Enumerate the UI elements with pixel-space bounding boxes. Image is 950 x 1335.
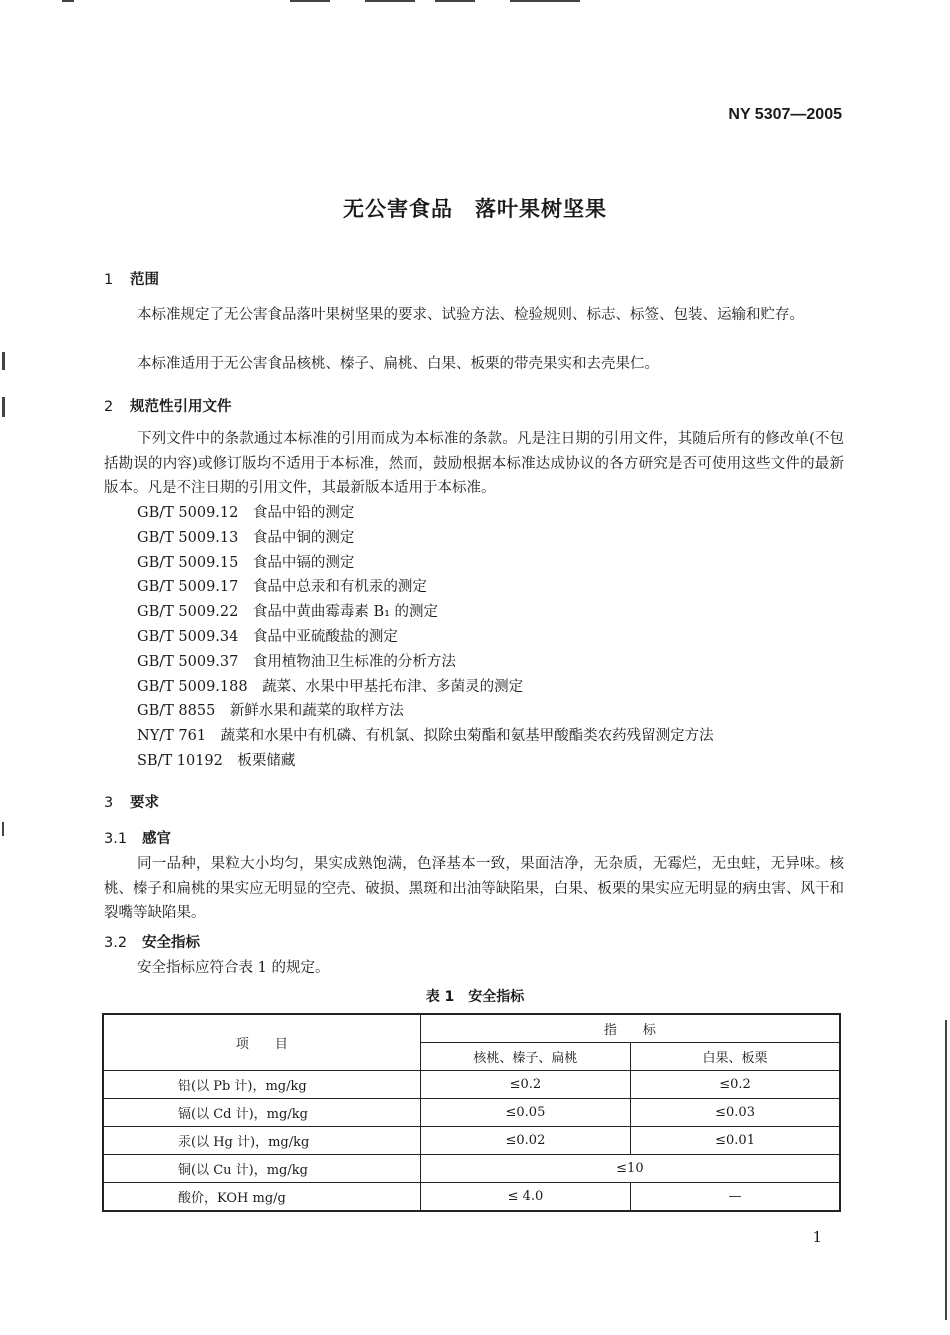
section-number: 1 [104, 272, 114, 288]
row-value-a: ≤0.2 [420, 1071, 630, 1099]
reference-item [137, 551, 714, 576]
scan-mark [2, 822, 4, 836]
section-2-paragraph-1: 下列文件中的条款通过本标准的引用而成为本标准的条款。凡是注日期的引用文件，其随后所有的修改单(不包括勘误的内容)或修订版均不适用于本标准，然而，鼓励根据本标准达成协议的各方研究是否可使用这些文件的最新版本。凡是不注日期的引用文件，其最新版本适用于本标准。 [104, 431, 844, 496]
reference-title: 食品中镉的测定 [252, 554, 355, 571]
section-1-paragraph-1: 本标准规定了无公害食品落叶果树坚果的要求、试验方法、检验规则、标志、标签、包装、运输和贮存。 [137, 307, 804, 323]
reference-item [137, 600, 714, 625]
page-number: 1 [812, 1228, 822, 1246]
table-row [103, 1155, 840, 1183]
reference-list [137, 501, 714, 774]
row-value-a: ≤0.05 [420, 1099, 630, 1127]
reference-item [137, 526, 714, 551]
reference-code: GB/T 5009.22 [137, 604, 239, 621]
reference-title: 新鲜水果和蔬菜的取样方法 [229, 703, 404, 720]
table-header-row [103, 1014, 840, 1043]
section-3-2-paragraph: 安全指标应符合表 1 的规定。 [137, 960, 330, 976]
row-item: 镉(以 Cd 计)，mg/kg [103, 1099, 420, 1127]
table-row [103, 1099, 840, 1127]
reference-code: GB/T 5009.37 [137, 653, 239, 670]
row-item: 铜(以 Cu 计)，mg/kg [103, 1155, 420, 1183]
section-title: 要求 [130, 795, 159, 811]
reference-item [137, 675, 714, 700]
reference-item [137, 501, 714, 526]
scan-mark [2, 352, 5, 370]
reference-title: 食品中铅的测定 [252, 505, 355, 521]
header-item: 项 目 [103, 1014, 420, 1071]
reference-code: GB/T 5009.13 [137, 529, 239, 546]
section-number: 2 [104, 399, 114, 415]
section-1-paragraph-2: 本标准适用于无公害食品核桃、榛子、扁桃、白果、板栗的带壳果实和去壳果仁。 [137, 356, 659, 372]
section-3-2-heading [104, 931, 200, 952]
row-value-a: ≤0.02 [420, 1127, 630, 1155]
section-title: 安全指标 [142, 935, 200, 951]
section-3-1-heading [104, 827, 171, 848]
reference-code: GB/T 5009.15 [137, 554, 239, 571]
row-item: 汞(以 Hg 计)，mg/kg [103, 1127, 420, 1155]
header-ginkgo-chestnut: 白果、板栗 [631, 1043, 840, 1071]
section-2-heading [104, 395, 232, 416]
reference-title: 蔬菜、水果中甲基托布津、多菌灵的测定 [262, 678, 524, 695]
scan-mark [2, 397, 5, 417]
row-value-a: ≤ 4.0 [420, 1183, 630, 1212]
section-3-heading [104, 791, 159, 812]
reference-item [137, 650, 714, 675]
scan-mark [290, 0, 330, 2]
table-caption: 表 1 安全指标 [425, 989, 525, 1005]
table-row [103, 1127, 840, 1155]
reference-title: 蔬菜和水果中有机磷、有机氯、拟除虫菊酯和氨基甲酸酯类农药残留测定方法 [220, 728, 714, 745]
reference-item [137, 575, 714, 600]
row-value-b: — [631, 1183, 840, 1212]
reference-title: 板栗储藏 [237, 752, 296, 769]
reference-code: GB/T 5009.17 [137, 579, 239, 596]
reference-title: 食品中亚硫酸盐的测定 [252, 628, 398, 645]
header-index: 指 标 [420, 1014, 840, 1043]
reference-item [137, 699, 714, 724]
section-title: 感官 [142, 831, 171, 847]
scan-mark [510, 0, 580, 2]
section-number: 3.2 [104, 935, 128, 951]
reference-code: NY/T 761 [137, 728, 207, 745]
row-value-b: ≤0.2 [631, 1071, 840, 1099]
reference-title: 食品中黄曲霉毒素 B₁ 的测定 [252, 604, 439, 621]
table-row [103, 1071, 840, 1099]
section-title: 规范性引用文件 [130, 399, 232, 415]
reference-code: GB/T 5009.34 [137, 628, 239, 645]
scan-mark [435, 0, 475, 2]
reference-item [137, 749, 714, 774]
table-row [103, 1183, 840, 1212]
reference-code: SB/T 10192 [137, 752, 223, 769]
reference-title: 食品中铜的测定 [252, 529, 355, 546]
reference-code: GB/T 5009.12 [137, 505, 239, 521]
section-1-heading [104, 268, 159, 289]
reference-title: 食品中总汞和有机汞的测定 [252, 579, 427, 596]
section-title: 范围 [130, 272, 159, 288]
reference-code: GB/T 5009.188 [137, 678, 248, 695]
reference-code: GB/T 8855 [137, 703, 216, 720]
document-title: 无公害食品 落叶果树坚果 [343, 197, 607, 221]
row-value-merged: ≤10 [420, 1155, 840, 1183]
section-3-1-paragraph: 同一品种，果粒大小均匀，果实成熟饱满，色泽基本一致，果面洁净，无杂质，无霉烂，无虫蛀，无异味。核桃、榛子和扁桃的果实应无明显的空壳、破损、黑斑和出油等缺陷果，白果、板栗的果实应无明显的病虫害、风干和裂嘴等缺陷果。 [104, 856, 844, 921]
scan-mark [365, 0, 415, 2]
safety-index-table [102, 1013, 841, 1212]
row-value-b: ≤0.01 [631, 1127, 840, 1155]
row-item: 酸价，KOH mg/g [103, 1183, 420, 1212]
scan-mark [62, 0, 74, 2]
reference-title: 食用植物油卫生标准的分析方法 [252, 653, 456, 670]
header-walnut-hazelnut-almond: 核桃、榛子、扁桃 [420, 1043, 630, 1071]
reference-item [137, 724, 714, 749]
scan-mark [945, 1020, 947, 1320]
standard-code: NY 5307—2005 [728, 106, 842, 123]
row-item: 铅(以 Pb 计)，mg/kg [103, 1071, 420, 1099]
row-value-b: ≤0.03 [631, 1099, 840, 1127]
reference-item [137, 625, 714, 650]
section-number: 3.1 [104, 831, 128, 847]
section-number: 3 [104, 795, 114, 811]
